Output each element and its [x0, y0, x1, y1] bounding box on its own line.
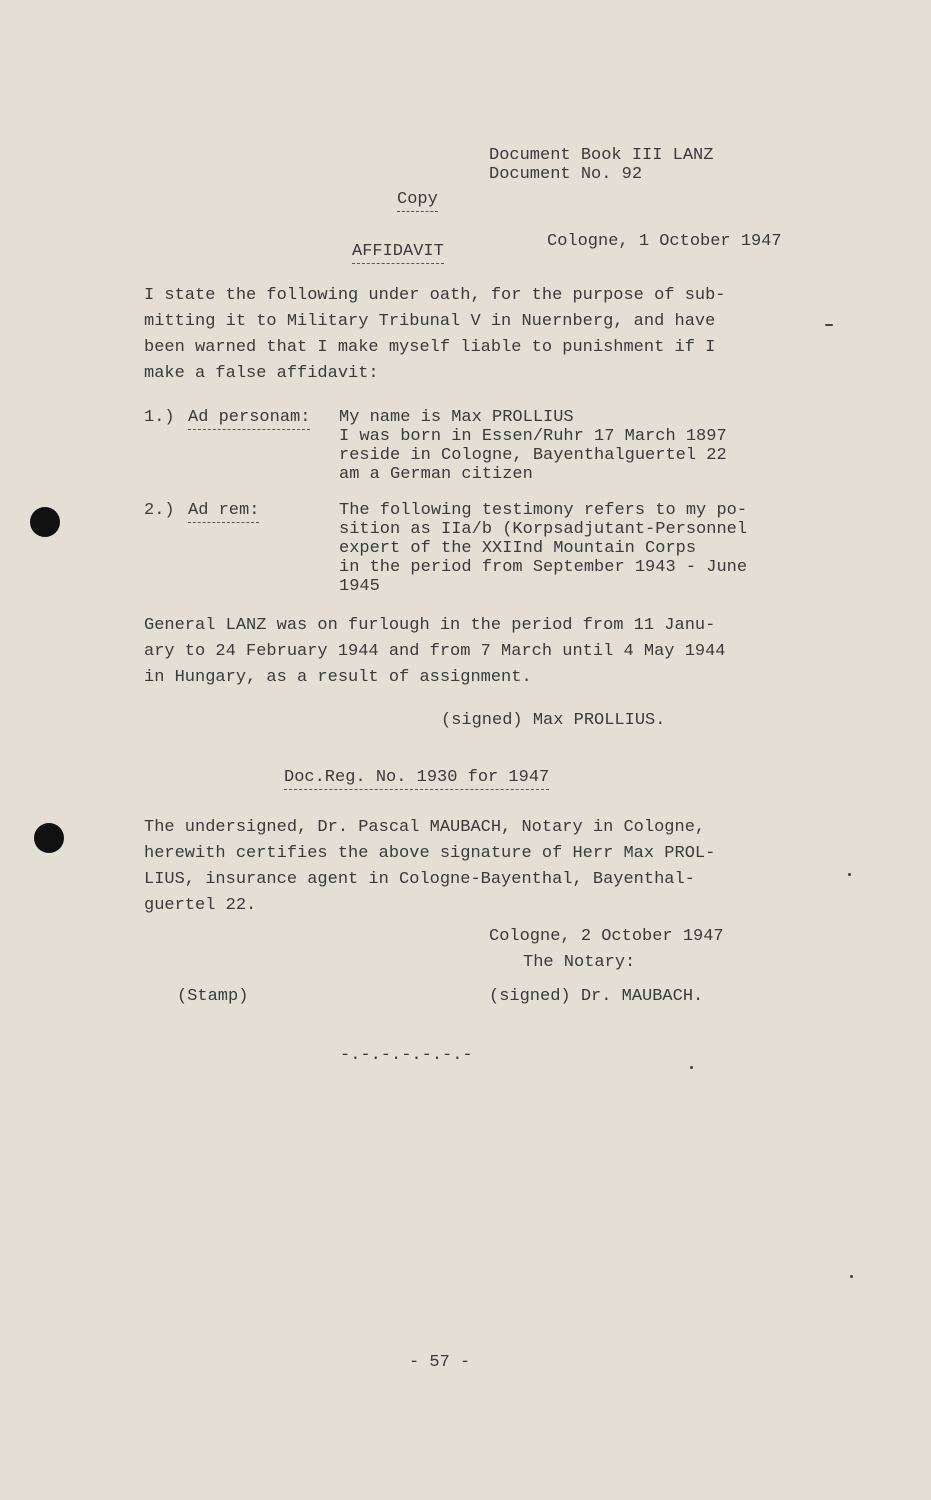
item-2-number: 2.): [144, 501, 175, 520]
notary-paragraph: The undersigned, Dr. Pascal MAUBACH, Notary in Cologne, herewith certifies the above signature of Herr Max PROL- LIUS, insurance agent in Cologne-Bayenthal, Bayenthal- guertel 22.: [144, 818, 716, 915]
item-1-text: My name is Max PROLLIUS I was born in Essen/Ruhr 17 March 1897 reside in Cologne, Bayenthalguertel 22 am a German citizen: [339, 408, 727, 484]
notary-place-date: Cologne, 2 October 1947: [489, 927, 724, 946]
copy-label: Copy: [397, 190, 438, 212]
page-number: - 57 -: [409, 1353, 471, 1372]
document-registry: Doc.Reg. No. 1930 for 1947: [284, 768, 549, 790]
document-book-label: Document Book III LANZ: [489, 146, 714, 165]
statement-paragraph: General LANZ was on furlough in the period from 11 Janu- ary to 24 February 1944 and from 7 March until 4 May 1944 in Hungary, as a result of assignment.: [144, 616, 726, 687]
item-1-number: 1.): [144, 408, 175, 427]
stamp-label: (Stamp): [177, 987, 249, 1006]
item-2-label: Ad rem:: [188, 501, 259, 523]
item-1-label: Ad personam:: [188, 408, 310, 430]
document-number-label: Document No. 92: [489, 165, 643, 184]
punch-hole-top: [30, 507, 60, 537]
intro-paragraph: I state the following under oath, for the purpose of sub- mitting it to Military Tribunal V in Nuernberg, and have been warned that I make myself liable to punishment if I make a false affidavit:: [144, 286, 726, 383]
item-2-text: The following testimony refers to my po- sition as IIa/b (Korpsadjutant-Personnel expert of the XXIInd Mountain Corps in the period from September 1943 - June 1945: [339, 501, 748, 596]
notary-signature: (signed) Dr. MAUBACH.: [489, 987, 704, 1006]
paper-speck: [690, 1066, 693, 1069]
paper-speck: [825, 324, 833, 326]
notary-label: The Notary:: [523, 953, 636, 972]
paper-speck: [850, 1275, 853, 1278]
place-date: Cologne, 1 October 1947: [547, 232, 782, 251]
paper-speck: [848, 873, 851, 876]
affidavit-title: AFFIDAVIT: [352, 242, 444, 264]
punch-hole-bottom: [34, 823, 64, 853]
section-divider: -.-.-.-.-.-.-: [340, 1046, 473, 1065]
prollius-signature: (signed) Max PROLLIUS.: [441, 711, 666, 730]
